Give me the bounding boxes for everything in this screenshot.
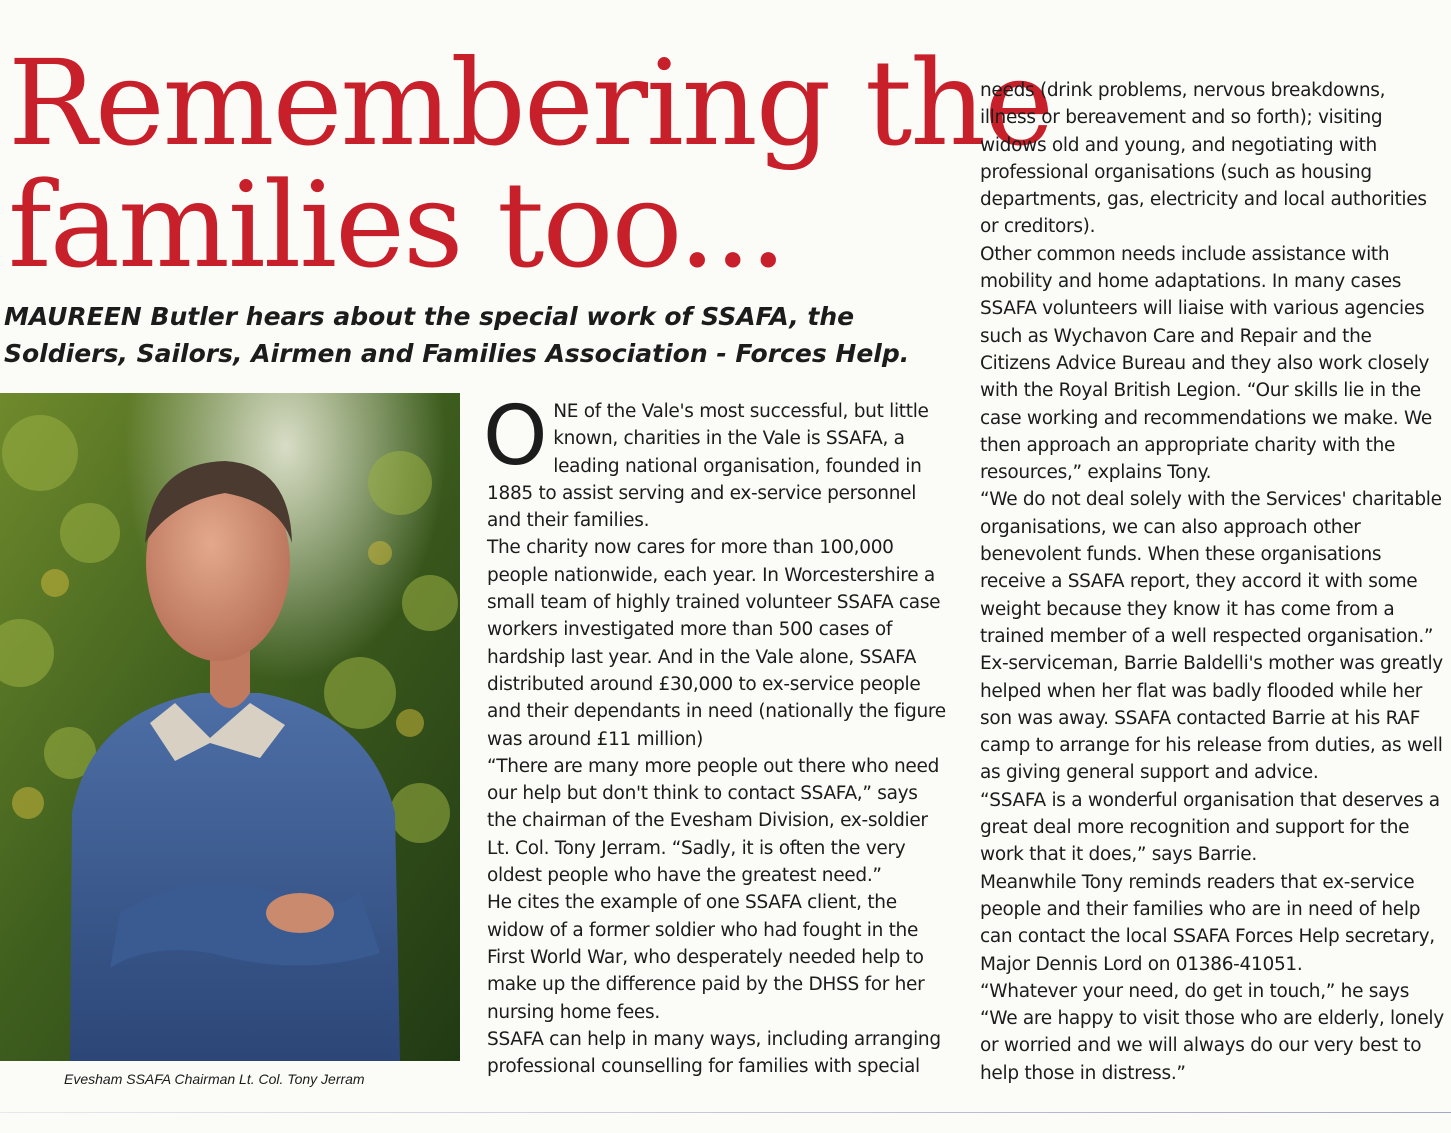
photo-caption: Evesham SSAFA Chairman Lt. Col. Tony Jerram [64, 1071, 365, 1087]
page-edge-rule [0, 1112, 1451, 1113]
paragraph: He cites the example of one SSAFA client, the widow of a former soldier who had fought in the First World War, who desperately needed help to make up the difference paid by the DHSS for her nursing home fees. [487, 892, 925, 1023]
headline-line-2: families too... [8, 156, 785, 294]
paragraph: “Whatever your need, do get in touch,” he says “We are happy to visit those who are elderly, lonely or worried and we will always do our very best to help those in distress.” [980, 980, 1444, 1084]
headline [8, 34, 1053, 294]
paragraph: needs (drink problems, nervous breakdowns, illness or bereavement and so forth); visiting widows old and young, and negotiating with professional organisations (such as housing departments, gas, electricity and local authorities or creditors). [980, 80, 1427, 238]
paragraph [483, 389, 949, 534]
paragraph: “There are many more people out there who need our help but don't think to contact SSAFA,” says the chairman of the Evesham Division, ex-soldier Lt. Col. Tony Jerram. “Sadly, it is often the very oldest people who have the greatest need.” [487, 755, 940, 887]
subhead: MAUREEN Butler hears about the special work of SSAFA, the Soldiers, Sailors, Airmen and Families Association - Forces Help. [4, 302, 910, 368]
paragraph: Other common needs include assistance with mobility and home adaptations. In many cases SSAFA volunteers will liaise with various agencies such as Wychavon Care and Repair and the Citizens Advice Bureau and they also work closely with the Royal British Legion. “Our skills lie in the case working and recommendations we make. We then approach an appropriate charity with the resources,” explains Tony. [980, 243, 1432, 484]
paragraph-text: NE of the Vale's most successful, but little known, charities in the Vale is SSAFA, a leading national organisation, founded in 1885 to assist serving and ex-service personnel and their families. [487, 401, 929, 532]
paragraph: SSAFA can help in many ways, including arranging professional counselling for families with special [487, 1028, 941, 1078]
portrait-photo [0, 393, 460, 1061]
article-column-3 [980, 77, 1446, 1087]
drop-cap: O [483, 389, 548, 484]
paragraph: “SSAFA is a wonderful organisation that deserves a great deal more recognition and support for the work that it does,” says Barrie. [980, 789, 1440, 866]
paragraph: Ex-serviceman, Barrie Baldelli's mother was greatly helped when her flat was badly flooded while her son was away. SSAFA contacted Barrie at his RAF camp to arrange for his release from duties, as well as giving general support and advice. [980, 653, 1443, 784]
article-column-2 [483, 389, 949, 1080]
paragraph: Meanwhile Tony reminds readers that ex-service people and their families who are in need of help can contact the local SSAFA Forces Help secretary, Major Dennis Lord on 01386-41051. [980, 871, 1435, 975]
paragraph: The charity now cares for more than 100,000 people nationwide, each year. In Worcestershire a small team of highly trained volunteer SSAFA case workers investigated more than 500 cases of hardship last year. And in the Vale alone, SSAFA distributed around £30,000 to ex-service people and their dependants in need (nationally the figure was around £11 million) [487, 537, 946, 750]
paragraph: “We do not deal solely with the Services' charitable organisations, we can also approach other benevolent funds. When these organisations receive a SSAFA report, they accord it with some weight because they know it has come from a trained member of a well respected organisation.” [980, 489, 1442, 647]
headline-line-1: Remembering the [8, 34, 1053, 172]
